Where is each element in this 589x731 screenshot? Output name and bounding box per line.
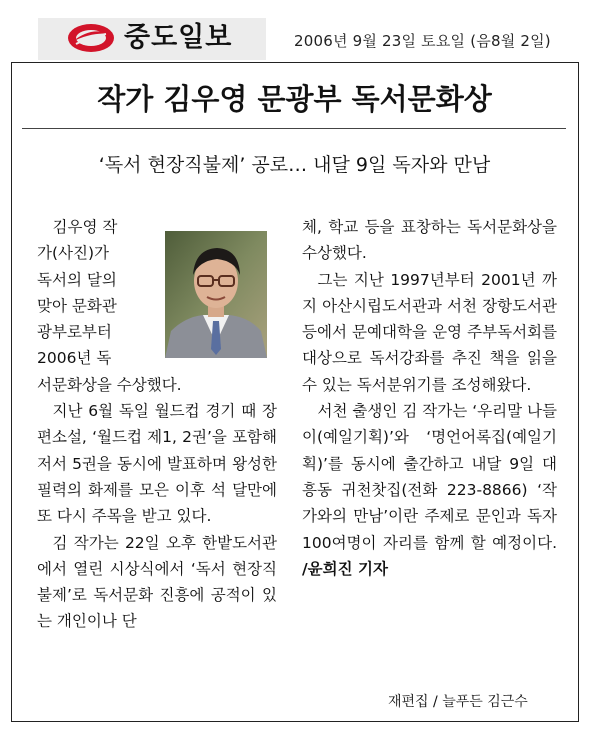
issue-date: 2006년 9월 23일 토요일 (음8월 2일) bbox=[294, 32, 551, 50]
newspaper-name: 중도일보 bbox=[124, 22, 233, 53]
article-column-right bbox=[302, 214, 557, 582]
article-line: 김우영 작 bbox=[52, 218, 118, 236]
article-paragraph: 지난 6월 독일 월드컵 경기 때 장편소설, ‘월드컵 제1, 2권’을 포함해 저서 5권을 동시에 발표하며 왕성한 필력의 화제를 모은 이후 석 달만에 또 다시 주목을 받고 있다. bbox=[37, 402, 277, 526]
article-paragraph: 김 작가는 22일 오후 한밭도서관에서 열린 시상식에서 ‘독서 현장직불제’로 독서문화 진흥에 공적이 있는 개인이나 단 bbox=[37, 533, 277, 631]
author-photo bbox=[165, 231, 267, 358]
article-text: 서천 출생인 김 작가는 ‘우리말 나들이(예일기획)’와 ‘명언어록집(예일기획)’를 동시에 출간하고 내달 9일 대흥동 귀천찻집(전화 223-8866) ‘작가와의 만남’이란 주제로 문인과 독자 100여명이 자리를 함께 할 예정이다. bbox=[302, 402, 557, 552]
portrait-image bbox=[165, 231, 267, 358]
newspaper-logo-icon bbox=[66, 22, 116, 54]
text-beside-photo bbox=[37, 214, 149, 372]
edit-credit: 재편집 / 늘푸든 김근수 bbox=[388, 694, 528, 710]
headline: 작가 김우영 문광부 독서문화상 bbox=[97, 82, 492, 116]
article-line: 2006년 독 bbox=[37, 349, 112, 368]
byline: /윤희진 기자 bbox=[302, 559, 388, 578]
article-paragraph: 서문화상을 수상했다. bbox=[37, 375, 182, 394]
article-paragraph: 그는 지난 1997년부터 2001년 까지 아산시립도서관과 서천 장항도서관 등에서 문예대학을 운영 주부독서회를 대상으로 독서강좌를 추진 책을 읽을 수 있는 독서분위기를 조성해왔다. bbox=[302, 270, 557, 394]
article-paragraph bbox=[302, 398, 557, 582]
masthead bbox=[0, 0, 589, 62]
divider bbox=[22, 128, 566, 129]
article-line: 독서의 달의 bbox=[37, 270, 117, 289]
article-paragraph: 체, 학교 등을 표창하는 독서문화상을 수상했다. bbox=[302, 218, 557, 263]
subheadline: ‘독서 현장직불제’ 공로… 내달 9일 독자와 만남 bbox=[98, 154, 491, 176]
article-line: 맞아 문화관 bbox=[37, 296, 117, 315]
article-line: 가(사진)가 bbox=[37, 244, 109, 263]
article-line: 광부로부터 bbox=[37, 323, 112, 342]
